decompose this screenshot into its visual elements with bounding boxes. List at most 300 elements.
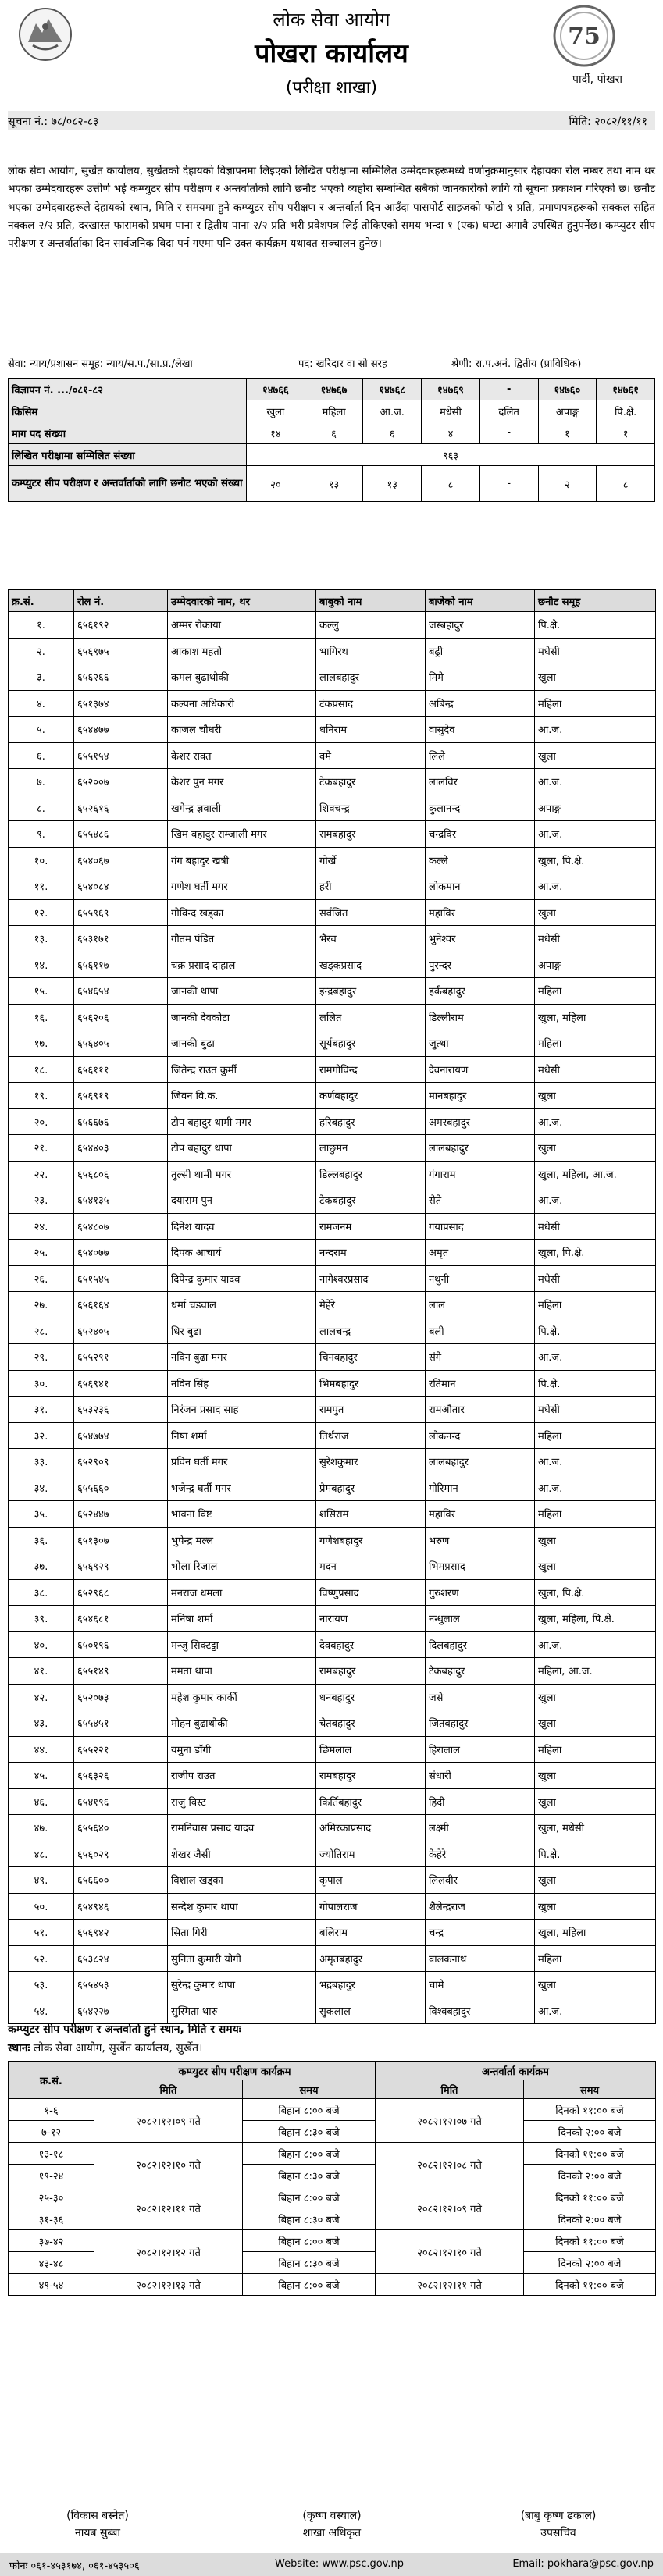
selection-group: आ.ज. [535, 821, 656, 848]
serial-number: १२. [9, 899, 74, 926]
table-row [9, 1788, 656, 1815]
interview-date: २०८२।१२।०७ गते [376, 2099, 524, 2143]
selection-group: आ.ज. [535, 769, 656, 795]
selection-group: खुला [535, 1972, 656, 1998]
serial-number: १९. [9, 1083, 74, 1109]
ad-row-label: माग पद संख्या [9, 422, 247, 444]
roll-number: ६५१५४५ [74, 1265, 168, 1292]
signatory-role: नायब सुब्बा [75, 2527, 120, 2539]
serial-number: ४१. [9, 1658, 74, 1685]
roll-number: ६५४६५४ [74, 978, 168, 1005]
roll-number: ६५४८०७ [74, 1213, 168, 1240]
sched-head-comp-date: मिति [94, 2080, 243, 2099]
org-name: लोक सेवा आयोग [273, 9, 390, 30]
table-row [9, 821, 656, 848]
table-row [9, 690, 656, 717]
interview-time: दिनको २:०० बजे [524, 2252, 656, 2274]
serial-number: ४०. [9, 1631, 74, 1658]
candidate-name: नविन सिंह [168, 1370, 316, 1397]
candidate-name: निषा शर्मा [168, 1422, 316, 1449]
serial-number: ३५. [9, 1501, 74, 1528]
schedule-range: ३७-४२ [9, 2230, 94, 2252]
father-name: किर्तिबहादुर [316, 1788, 426, 1815]
signatory-name: (बाबु कृष्ण ढकाल) [520, 2510, 597, 2522]
father-name: ललित [316, 1004, 426, 1030]
schedule-row [9, 2099, 656, 2121]
table-row [9, 847, 656, 873]
serial-number: २६. [9, 1265, 74, 1292]
candidate-name: यमुना डाँगी [168, 1736, 316, 1763]
ad-type: महिला [305, 400, 363, 422]
ad-selected: १३ [305, 466, 363, 502]
grandfather-name: मानबहादुर [426, 1083, 535, 1109]
candidate-name: भोला रिजाल [168, 1553, 316, 1580]
serial-number: ४४. [9, 1736, 74, 1763]
grandfather-name: कल्ले [426, 847, 535, 873]
footer-phone: फोनः ०६१-४५३१७४, ०६१-४५३५०६ [9, 2560, 140, 2572]
father-name: ज्योतिराम [316, 1841, 426, 1867]
interview-date: २०८२।१२।११ गते [376, 2274, 524, 2296]
serial-number: १३. [9, 926, 74, 952]
table-row [9, 1631, 656, 1658]
father-name: धनिराम [316, 717, 426, 743]
service-group: सेवा: न्याय/प्रशासन समूह: न्याय/स.प./सा.प्र./लेखा [8, 358, 193, 370]
signatory-name: (कृष्ण वस्याल) [302, 2510, 362, 2522]
roll-number: ६५४२२७ [74, 1998, 168, 2024]
table-row [9, 1240, 656, 1266]
grandfather-name: रामऔतार [426, 1397, 535, 1423]
roll-number: ६५६१९२ [74, 612, 168, 639]
grandfather-name: जसे [426, 1684, 535, 1710]
candidate-name: जितेन्द्र राउत कुर्मी [168, 1056, 316, 1083]
candidate-name: जिवन वि.क. [168, 1083, 316, 1109]
roll-number: ६५२००७ [74, 769, 168, 795]
father-name: इन्द्रबहादुर [316, 978, 426, 1005]
father-name: चेतबहादुर [316, 1710, 426, 1737]
anniversary-75-logo [551, 3, 617, 69]
candidate-name: गंग बहादुर खत्री [168, 847, 316, 873]
father-name: टंकप्रसाद [316, 690, 426, 717]
table-row [9, 1135, 656, 1162]
serial-number: १४. [9, 952, 74, 978]
selection-group: खुला [535, 1553, 656, 1580]
serial-number: ३३. [9, 1449, 74, 1475]
schedule-range: १९-२४ [9, 2165, 94, 2186]
ad-row-label: लिखित परीक्षामा सम्मिलित संख्या [9, 444, 247, 466]
candidate-name: केशर पुन मगर [168, 769, 316, 795]
father-name: तिर्थराज [316, 1422, 426, 1449]
selection-group: खुला [535, 1083, 656, 1109]
grandfather-name: हर्कबहादुर [426, 978, 535, 1005]
ad-number: १४७६७ [305, 379, 363, 400]
ad-type: दलित [479, 400, 538, 422]
roll-number: ६५५६४० [74, 1815, 168, 1841]
serial-number: ५४. [9, 1998, 74, 2024]
serial-number: २. [9, 638, 74, 664]
father-name: देवबहादुर [316, 1631, 426, 1658]
roll-number: ६५५९६९ [74, 899, 168, 926]
candidate-table [8, 589, 656, 2024]
grandfather-name: अमरबहादुर [426, 1108, 535, 1135]
serial-number: ३. [9, 664, 74, 691]
father-name: भिमबहादुर [316, 1370, 426, 1397]
grandfather-name: गंगाराम [426, 1161, 535, 1187]
grandfather-name: टेकबहादुर [426, 1658, 535, 1685]
footer-bar [0, 2553, 663, 2576]
footer-email[interactable]: Email: pokhara@psc.gov.np [512, 2558, 654, 2570]
ad-demand: १४ [247, 422, 305, 444]
ad-demand: ४ [422, 422, 480, 444]
candidate-name: दयाराम पुन [168, 1187, 316, 1214]
serial-number: ५०. [9, 1893, 74, 1920]
office-name: पोखरा कार्यालय [255, 38, 408, 69]
roll-number: ६५५४५१ [74, 1710, 168, 1737]
grandfather-name: वालकनाथ [426, 1945, 535, 1972]
selection-group: आ.ज. [535, 717, 656, 743]
father-name: रामबहादुर [316, 1763, 426, 1789]
ad-number: १४७६० [538, 379, 597, 400]
selection-group: आ.ज. [535, 1998, 656, 2024]
post-level: श्रेणी: रा.प.अनं. द्वितीय (प्राविधिक) [451, 358, 582, 370]
grandfather-name: वासुदेव [426, 717, 535, 743]
selection-group: महिला [535, 1945, 656, 1972]
table-row [9, 1920, 656, 1946]
ad-selected: ८ [422, 466, 480, 502]
schedule-range: ७-१२ [9, 2121, 94, 2143]
candidate-name: कमल बुढाथोकी [168, 664, 316, 691]
candidate-name: राजीप राउत [168, 1763, 316, 1789]
selection-group: महिला, आ.ज. [535, 1658, 656, 1685]
father-name: लालबहादुर [316, 664, 426, 691]
table-row [9, 638, 656, 664]
father-name: प्रेमबहादुर [316, 1475, 426, 1501]
serial-number: ८. [9, 795, 74, 821]
candidate-name: विशाल खड्का [168, 1867, 316, 1894]
ad-row-label: कम्प्युटर सीप परीक्षण र अन्तर्वार्ताको लागि छनौट भएको संख्या [9, 466, 247, 502]
selection-group: अपाङ्ग [535, 795, 656, 821]
selection-group: आ.ज. [535, 1344, 656, 1371]
notice-intro: लोक सेवा आयोग, सुर्खेत कार्यालय, सुर्खेतको देहायको विज्ञापनमा लिइएको लिखित परीक्षामा सम्मिलित उम्मेदवारहरूमध्ये वर्णानुक्रमानुसार देहायका रोल नम्बर तथा नाम थर भएका उम्मेदवारहरू उत्तीर्ण भई कम्प्युटर सीप परीक्षण र अन्तर्वार्ताको लागि छनौट भएको व्यहोरा सम्बन्धित सबैको जानकारीको लागि यो सूचना प्रकाशन गरिएको छ। छनौट भएका उम्मेदवारहरूले देहायको स्थान, मिति र समयमा हुने कम्प्युटर सीप परीक्षण र अन्तर्वार्ता दिन आउँदा पासपोर्ट साइजको फोटो १ प्रति, प्रमाणपत्रहरूको सक्कल सहित नक्कल २/२ प्रति, दरखास्त फारामको प्रथम पाना र द्वितीय पाना २/२ प्रति भरी प्रवेशपत्र लिई तोकिएको समय भन्दा १ (एक) घण्टा अगावै उपस्थित हुनुपर्नेछ। कम्प्युटर सीप परीक्षण र अन्तर्वार्ताका दिन सार्वजनिक बिदा पर्न गएमा पनि उक्त कार्यक्रम यथावत सञ्चालन हुनेछ। [8, 165, 655, 251]
roll-number: ६५६९४२ [74, 1920, 168, 1946]
candidate-name: दिनेश यादव [168, 1213, 316, 1240]
sched-head-int-date: मिति [376, 2080, 524, 2099]
computer-test-time: बिहान ८:०० बजे [243, 2230, 376, 2252]
ad-table-row [9, 466, 655, 502]
candidate-name: मन्जु सिक्टट्टा [168, 1631, 316, 1658]
computer-test-date: २०८२।१२।१० गते [94, 2143, 243, 2186]
footer-website[interactable]: Website: www.psc.gov.np [275, 2558, 404, 2570]
father-name: रामजनम [316, 1213, 426, 1240]
grandfather-name: नन्धुलाल [426, 1606, 535, 1632]
selection-group: आ.ज. [535, 1449, 656, 1475]
selection-group: महिला [535, 1501, 656, 1528]
candidate-name: सिता गिरी [168, 1920, 316, 1946]
father-name: गणेशबहादुर [316, 1527, 426, 1553]
post-name: पद: खरिदार वा सो सरह [298, 358, 387, 370]
grandfather-name: हिरालाल [426, 1736, 535, 1763]
selection-group: खुला [535, 664, 656, 691]
ad-selected: ८ [597, 466, 655, 502]
computer-test-time: बिहान ८:०० बजे [243, 2099, 376, 2121]
branch-name: (परीक्षा शाखा) [285, 78, 378, 98]
notice-header-band [8, 111, 655, 130]
candidate-name: मनिषा शर्मा [168, 1606, 316, 1632]
selection-group: पि.क्षे. [535, 1318, 656, 1344]
father-name: शिवचन्द्र [316, 795, 426, 821]
candidate-name: गोविन्द खड्का [168, 899, 316, 926]
grandfather-name: लक्ष्मी [426, 1815, 535, 1841]
father-name: कल्लु [316, 612, 426, 639]
grandfather-name: नथुनी [426, 1265, 535, 1292]
roll-number: ६५४१३५ [74, 1187, 168, 1214]
candidate-column-header: उम्मेदवारको नाम, थर [168, 590, 316, 612]
schedule-row [9, 2143, 656, 2165]
signatory-role: उपसचिव [540, 2527, 576, 2539]
table-row [9, 1475, 656, 1501]
ad-type: मधेसी [422, 400, 480, 422]
father-name: हरी [316, 873, 426, 900]
serial-number: १६. [9, 1004, 74, 1030]
schedule-place-label: स्थानः [8, 2042, 30, 2055]
roll-number: ६५२४०५ [74, 1318, 168, 1344]
roll-number: ६५६१११ [74, 1056, 168, 1083]
father-name: भद्रबहादुर [316, 1972, 426, 1998]
roll-number: ६५६२६६ [74, 664, 168, 691]
roll-number: ६५६८०६ [74, 1161, 168, 1187]
table-row [9, 1763, 656, 1789]
schedule-range: १३-१८ [9, 2143, 94, 2165]
candidate-name: राजु विस्ट [168, 1788, 316, 1815]
selection-group: खुला, महिला [535, 1004, 656, 1030]
roll-number: ६५२९६८ [74, 1579, 168, 1606]
table-row [9, 1998, 656, 2024]
selection-group: खुला, मधेसी [535, 1815, 656, 1841]
serial-number: २३. [9, 1187, 74, 1214]
computer-test-time: बिहान ८:३० बजे [243, 2208, 376, 2230]
table-row [9, 1030, 656, 1057]
roll-number: ६५५४५३ [74, 1972, 168, 1998]
table-row [9, 1710, 656, 1737]
selection-group: पि.क्षे. [535, 612, 656, 639]
selection-group: मधेसी [535, 926, 656, 952]
serial-number: ४२. [9, 1684, 74, 1710]
candidate-name: ममता थापा [168, 1658, 316, 1685]
father-name: गोपालराज [316, 1893, 426, 1920]
father-name: रामबहादुर [316, 821, 426, 848]
signature-block [242, 2507, 422, 2542]
serial-number: ३८. [9, 1579, 74, 1606]
candidate-name: केशर रावत [168, 742, 316, 769]
table-row [9, 1397, 656, 1423]
candidate-name: टोप बहादुर थामी मगर [168, 1108, 316, 1135]
serial-number: ३०. [9, 1370, 74, 1397]
schedule-row [9, 2186, 656, 2208]
candidate-name: टोप बहादुर थापा [168, 1135, 316, 1162]
candidate-name: मोहन बुढाथोकी [168, 1710, 316, 1737]
selection-group: मधेसी [535, 1397, 656, 1423]
ad-row-label: विज्ञापन नं. .../०८१-८२ [9, 379, 247, 400]
candidate-name: नविन बुढा मगर [168, 1344, 316, 1371]
interview-time: दिनको ११:०० बजे [524, 2099, 656, 2121]
selection-group: मधेसी [535, 638, 656, 664]
grandfather-name: चामे [426, 1972, 535, 1998]
candidate-name: जानकी देवकोटा [168, 1004, 316, 1030]
serial-number: ९. [9, 821, 74, 848]
father-name: सूर्यबहादुर [316, 1030, 426, 1057]
candidate-name: आकाश महतो [168, 638, 316, 664]
serial-number: २७. [9, 1292, 74, 1318]
father-name: लालचन्द्र [316, 1318, 426, 1344]
selection-group: खुला, महिला, आ.ज. [535, 1161, 656, 1187]
selection-group: मधेसी [535, 1265, 656, 1292]
schedule-row [9, 2274, 656, 2296]
candidate-column-header: बाजेको नाम [426, 590, 535, 612]
table-row [9, 1422, 656, 1449]
grandfather-name: डिल्लीराम [426, 1004, 535, 1030]
signature-block [8, 2507, 187, 2542]
table-row [9, 1501, 656, 1528]
roll-number: ६५४६८१ [74, 1606, 168, 1632]
grandfather-name: पुरन्दर [426, 952, 535, 978]
serial-number: १५. [9, 978, 74, 1005]
selection-group: खुला [535, 742, 656, 769]
serial-number: ३६. [9, 1527, 74, 1553]
table-row [9, 926, 656, 952]
roll-number: ६५६०२९ [74, 1841, 168, 1867]
father-name: खड्कप्रसाद [316, 952, 426, 978]
selection-group: पि.क्षे. [535, 1370, 656, 1397]
interview-time: दिनको २:०० बजे [524, 2165, 656, 2186]
selection-group: खुला [535, 1135, 656, 1162]
father-name: वमे [316, 742, 426, 769]
serial-number: ४३. [9, 1710, 74, 1737]
candidate-name: सुनिता कुमारी योगी [168, 1945, 316, 1972]
candidate-name: जानकी थापा [168, 978, 316, 1005]
ad-selected: २ [538, 466, 597, 502]
father-name: नारायण [316, 1606, 426, 1632]
selection-group: आ.ज. [535, 1475, 656, 1501]
selection-group: खुला, पि.क्षे. [535, 1240, 656, 1266]
schedule-row [9, 2230, 656, 2252]
grandfather-name: जितबहादुर [426, 1710, 535, 1737]
signature-block [469, 2507, 648, 2542]
selection-group: महिला [535, 1292, 656, 1318]
selection-group: महिला [535, 1422, 656, 1449]
advertisement-table [8, 378, 655, 502]
father-name: मेहेरे [316, 1292, 426, 1318]
candidate-table-header [9, 590, 656, 612]
father-name: छिमलाल [316, 1736, 426, 1763]
table-row [9, 1161, 656, 1187]
selection-group: महिला [535, 1736, 656, 1763]
ad-written-total: ९६३ [247, 444, 655, 466]
roll-number: ६५२९०९ [74, 1449, 168, 1475]
interview-date: २०८२।१२।०८ गते [376, 2143, 524, 2186]
table-row [9, 1370, 656, 1397]
selection-group: खुला [535, 899, 656, 926]
grandfather-name: बढ्री [426, 638, 535, 664]
father-name: टेकबहादुर [316, 1187, 426, 1214]
ad-type: अपाङ्ग [538, 400, 597, 422]
serial-number: ३९. [9, 1606, 74, 1632]
serial-number: ५२. [9, 1945, 74, 1972]
grandfather-name: चन्द्रविर [426, 821, 535, 848]
roll-number: ६५०१९६ [74, 1631, 168, 1658]
grandfather-name: सेते [426, 1187, 535, 1214]
grandfather-name: लोकनन्द [426, 1422, 535, 1449]
interview-time: दिनको २:०० बजे [524, 2121, 656, 2143]
roll-number: ६५५१५४ [74, 742, 168, 769]
table-row [9, 1265, 656, 1292]
selection-group: आ.ज. [535, 1187, 656, 1214]
grandfather-name: मिमे [426, 664, 535, 691]
interview-time: दिनको ११:०० बजे [524, 2143, 656, 2165]
roll-number: ६५४७७४ [74, 1422, 168, 1449]
grandfather-name: विश्वबहादुर [426, 1998, 535, 2024]
roll-number: ६५५४८६ [74, 821, 168, 848]
computer-test-time: बिहान ८:३० बजे [243, 2252, 376, 2274]
selection-group: खुला [535, 1893, 656, 1920]
candidate-name: प्रविन घर्ती मगर [168, 1449, 316, 1475]
selection-group: खुला [535, 1684, 656, 1710]
roll-number: ६५६११७ [74, 952, 168, 978]
schedule-place [8, 2041, 202, 2055]
table-row [9, 1527, 656, 1553]
table-row [9, 769, 656, 795]
table-row [9, 1344, 656, 1371]
serial-number: ११. [9, 873, 74, 900]
serial-number: २९. [9, 1344, 74, 1371]
candidate-column-header: बाबुको नाम [316, 590, 426, 612]
candidate-name: खगेन्द्र ज्ञवाली [168, 795, 316, 821]
selection-group: आ.ज. [535, 1631, 656, 1658]
serial-number: ४७. [9, 1815, 74, 1841]
serial-number: ३७. [9, 1553, 74, 1580]
roll-number: ६५६९२९ [74, 1553, 168, 1580]
roll-number: ६५५२९१ [74, 1344, 168, 1371]
table-row [9, 1292, 656, 1318]
selection-group: खुला [535, 1527, 656, 1553]
interview-time: दिनको ११:०० बजे [524, 2230, 656, 2252]
serial-number: ७. [9, 769, 74, 795]
table-row [9, 1893, 656, 1920]
svg-text:75: 75 [568, 23, 601, 50]
interview-time: दिनको ११:०० बजे [524, 2274, 656, 2296]
ad-demand: ६ [305, 422, 363, 444]
serial-number: ५१. [9, 1920, 74, 1946]
selection-group: खुला, पि.क्षे. [535, 1579, 656, 1606]
serial-number: ४५. [9, 1763, 74, 1789]
roll-number: ६५६१६४ [74, 1292, 168, 1318]
selection-group: आ.ज. [535, 1108, 656, 1135]
ad-selected: २० [247, 466, 305, 502]
father-name: सुरेशकुमार [316, 1449, 426, 1475]
selection-group: मधेसी [535, 1213, 656, 1240]
roll-number: ६५४०७७ [74, 1240, 168, 1266]
grandfather-name: लालबहादुर [426, 1135, 535, 1162]
candidate-name: महेश कुमार कार्की [168, 1684, 316, 1710]
schedule-range: ३१-३६ [9, 2208, 94, 2230]
selection-group: अपाङ्ग [535, 952, 656, 978]
computer-test-date: २०८२।१२।११ गते [94, 2186, 243, 2230]
table-row [9, 1213, 656, 1240]
roll-number: ६५४९४६ [74, 1893, 168, 1920]
candidate-name: सुरेन्द्र कुमार थापा [168, 1972, 316, 1998]
schedule-table [8, 2061, 656, 2296]
grandfather-name: संधारी [426, 1763, 535, 1789]
selection-group: खुला [535, 1788, 656, 1815]
father-name: हरिबहादुर [316, 1108, 426, 1135]
